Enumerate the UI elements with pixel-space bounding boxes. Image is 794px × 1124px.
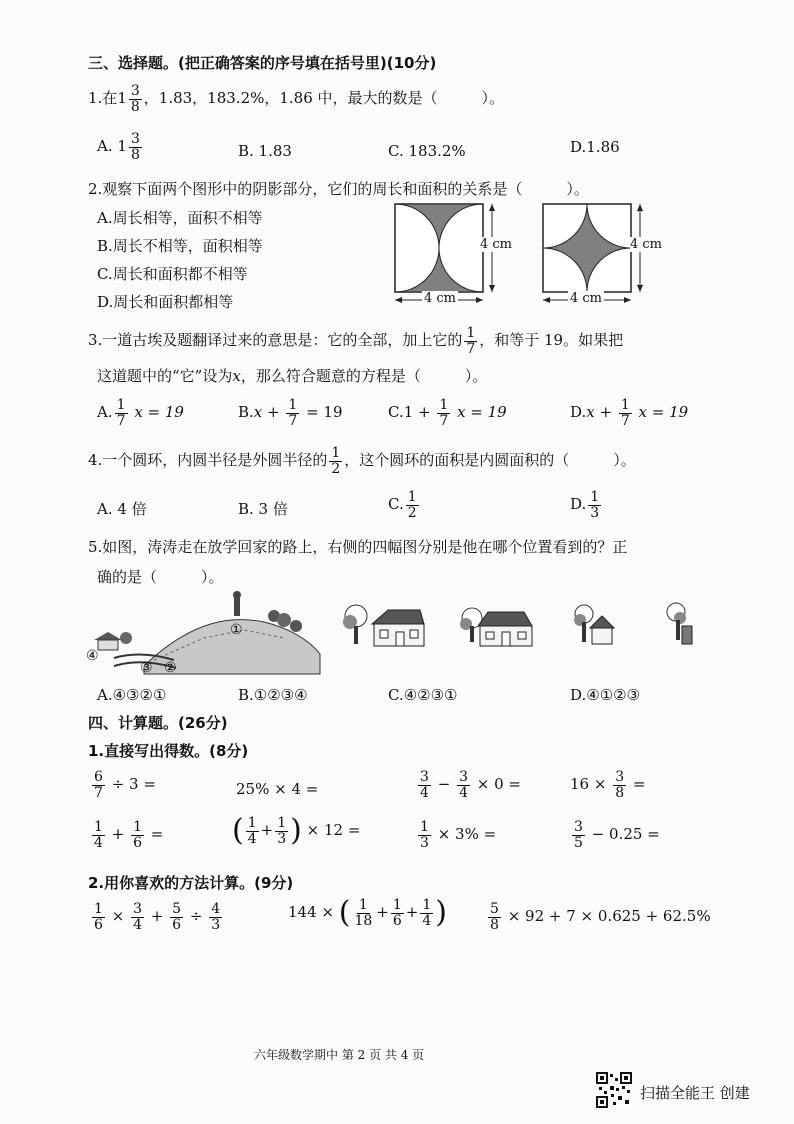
q5-option-a[interactable]: A.④③②① [97,686,167,704]
calc-3b: 144 × ( $\frac{1}{18}$ + $\frac{1}{6}$ + $\frac{1}{4}$ ) [288,895,448,931]
q3-option-b[interactable]: B.x + $\frac{1}{7}$ = 19 [238,397,343,429]
calc-2c: $\frac{1}{3}$ × 3% = [420,819,497,851]
q1-option-b[interactable]: B. 1.83 [238,142,292,160]
section4-q2-title: 2.用你喜欢的方法计算。(9分) [88,874,294,892]
calc-1c: $\frac{3}{4}$ − $\frac{3}{4}$ × 0 = [420,769,521,801]
calc-3a: $\frac{1}{6}$ × $\frac{3}{4}$ + $\frac{5}{6}$ ÷ $\frac{4}{3}$ [94,901,221,933]
q2-figure-left-height: 4 cm [480,237,513,252]
q5-position-2: ② [164,660,177,676]
calc-2d: $\frac{3}{5}$ − 0.25 = [574,819,660,851]
section4-title: 四、计算题。(26分) [88,714,228,732]
q5-position-4: ④ [86,648,99,664]
q3-option-c[interactable]: C.1 + $\frac{1}{7}$ x = 19 [388,397,507,429]
calc-1b: 25% × 4 = [236,780,319,798]
page-footer: 六年级数学期中 第 2 页 共 4 页 [254,1048,425,1062]
q5-view-4 [660,600,700,650]
q4-stem: 4.一个圆环，内圆半径是外圆半径的 $\frac{1}{2}$ ，这个圆环的面积是内圆面积的（ ）。 [88,445,636,477]
q4-option-a[interactable]: A. 4 倍 [97,500,147,518]
q5-stem-line2: 确的是（ ）。 [97,568,224,586]
section4-q1-title: 1.直接写出得数。(8分) [88,742,249,760]
q3-option-a[interactable]: A. $\frac{1}{7}$ x = 19 [97,397,184,429]
q2-figure-right-height: 4 cm [630,237,663,252]
q5-view-3 [572,600,622,650]
q2-option-c[interactable]: C.周长和面积都不相等 [97,265,248,283]
q4-option-b[interactable]: B. 3 倍 [238,500,288,518]
watermark-text: 扫描全能王 创建 [640,1084,750,1102]
q3-stem-line2: 这道题中的“它”设为x，那么符合题意的方程是（ ）。 [97,367,488,385]
q5-position-1: ① [230,622,243,638]
q3-option-d[interactable]: D.x + $\frac{1}{7}$ x = 19 [570,397,689,429]
q5-position-3: ③ [140,660,153,676]
q5-option-c[interactable]: C.④②③① [388,686,458,704]
calc-1d: 16 × $\frac{3}{8}$ = [570,769,646,801]
qr-code-icon [596,1072,632,1108]
q5-stem-line1: 5.如图，涛涛走在放学回家的路上，右侧的四幅图分别是他在哪个位置看到的？正 [88,538,628,556]
q4-option-c[interactable]: C. $\frac{1}{2}$ [388,489,417,521]
q1-fraction: $\frac{3}{8}$ [130,83,140,115]
q1-option-d[interactable]: D.1.86 [570,138,620,156]
q2-option-b[interactable]: B.周长不相等，面积相等 [97,237,263,255]
q5-view-1 [340,600,430,650]
q5-view-2 [458,604,548,650]
q5-option-b[interactable]: B.①②③④ [238,686,308,704]
q2-stem: 2.观察下面两个图形中的阴影部分，它们的周长和面积的关系是（ ）。 [88,180,589,198]
q1-stem: 1.在1 $\frac{3}{8}$ ，1.83，183.2%，1.86 中，最大的数是（ ）。 [88,83,505,115]
q2-option-d[interactable]: D.周长和面积都相等 [97,293,234,311]
q4-option-d[interactable]: D. $\frac{1}{3}$ [570,489,600,521]
section3-title: 三、选择题。(把正确答案的序号填在括号里)(10分) [88,54,437,72]
q5-hill-scene [84,588,324,684]
q5-option-d[interactable]: D.④①②③ [570,686,641,704]
q2-figure-left-width: 4 cm [424,291,457,306]
q2-option-a[interactable]: A.周长相等，面积不相等 [97,209,263,227]
q1-option-a[interactable]: A. 1 $\frac{3}{8}$ [97,131,140,163]
calc-1a: $\frac{6}{7}$ ÷ 3 = [94,769,156,801]
q2-figure-right-width: 4 cm [570,291,603,306]
calc-2b: ( $\frac{1}{4}$ + $\frac{1}{3}$ ) × 12 = [232,813,361,849]
calc-2a: $\frac{1}{4}$ + $\frac{1}{6}$ = [94,819,164,851]
q3-stem-line1: 3.一道古埃及题翻译过来的意思是：它的全部，加上它的 $\frac{1}{7}$ ，和等于 19。如果把 [88,325,624,357]
calc-3c: $\frac{5}{8}$ × 92 + 7 × 0.625 + 62.5% [490,901,711,933]
q1-option-c[interactable]: C. 183.2% [388,142,466,160]
